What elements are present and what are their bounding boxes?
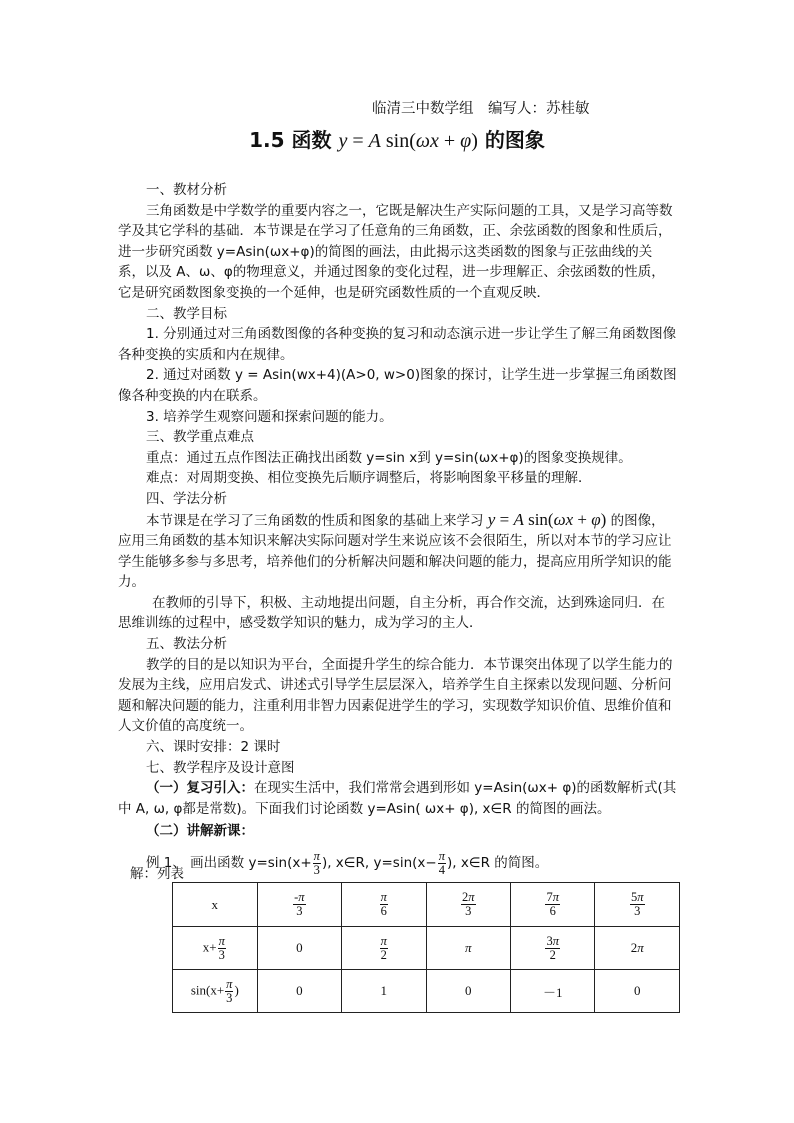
goal-item-2: 2. 通过对函数 y = Asin(wx+4)(A>0, w>0)图象的探讨，让学生进一步掌握三角函数图像各种变换的内在联系。 [118,367,677,404]
table-cell: $\frac{\pi}{6}$ [342,883,426,927]
example-1: 例 1、 画出函数 y=sin(x+ $\frac{\pi}{3}$ ), x∈R, y=sin(x− $\frac{\pi}{4}$ ), x∈R 的简图。 [146,848,549,877]
new-lesson-label: （二）讲解新课： [146,823,254,840]
value-table [172,882,680,1013]
table-cell: $\frac{\pi}{2}$ [342,927,426,970]
table-row-header: x [173,883,258,927]
paragraph-teaching-method: 教学的目的是以知识为平台，全面提升学生的综合能力．本节课突出体现了以学生能力的发展为主线，应用启发式、讲述式引导学生层层深入，培养学生自主探索以发现问题、分析问题和解决问题的能力，注重利用非智力因素促进学生的学习，实现数学知识价值、思维价值和人文价值的高度统一。 [118,656,673,735]
table-cell: －1 [511,970,595,1013]
review-intro [118,778,678,819]
table-row-header: x+ $\frac{\pi}{3}$ [173,927,258,970]
section-heading-5: 五、教法分析 [146,636,227,653]
fraction-pi-over-4: $\frac{\pi}{4}$ [438,848,445,877]
page-title [0,124,794,153]
table-cell: $\frac{3\pi}{2}$ [511,927,595,970]
review-text: 在现实生活中，我们常常会遇到形如 y=Asin(ωx+ φ)的函数解析式(其中 A, ω, φ都是常数)。下面我们讨论函数 y=Asin( ωx+ φ), x∈R 的简图的画法。 [118,780,677,817]
document-body [118,180,678,878]
table-cell: 2π [595,927,680,970]
paragraph-textbook-analysis: 三角函数是中学数学的重要内容之一，它既是解决生产实际问题的工具，又是学习高等数学及其它学科的基础．本节课是在学习了任意角的三角函数，正、余弦函数的图象和性质后，进一步研究函数 y=Asin(ωx+φ)的简图的画法，由此揭示这类函数的图象与正弦曲线的关系，以及 A、ω、φ的物理意义，并通过图象的变化过程，进一步理解正、余弦函数的性质，它是研究函数图象变换的一个延伸，也是研究函数性质的一个直观反映． [118,202,673,301]
paragraph-teacher-guidance: 在教师的引导下，积极、主动地提出问题，自主分析，再合作交流，达到殊途同归．在思维训练的过程中，感受数学知识的魅力，成为学习的主人． [118,594,665,632]
review-label: （一）复习引入： [146,780,254,797]
table-row [173,970,680,1013]
section-heading-4: 四、学法分析 [146,490,227,507]
section-heading-2: 二、教学目标 [146,305,227,322]
table-cell: 1 [342,970,426,1013]
title-suffix: 的图象 [477,128,545,152]
section-heading-3: 三、教学重点难点 [146,429,254,446]
title-prefix: 1.5 函数 [249,128,339,152]
table-cell: 0 [426,970,510,1013]
section-heading-6: 六、课时安排：2 课时 [146,739,281,756]
table-cell: $\frac{5\pi}{3}$ [595,883,680,927]
table-cell: $\frac{7\pi}{6}$ [511,883,595,927]
table-cell: 0 [257,970,341,1013]
fraction-pi-over-3: $\frac{\pi}{3}$ [313,848,320,877]
table-cell: $\frac{-\pi}{3}$ [257,883,341,927]
table-cell: 0 [257,927,341,970]
table-row-header: sin(x+ $\frac{\pi}{3}$ ) [173,970,258,1013]
goal-item-3: 3. 培养学生观察问题和探索问题的能力。 [146,408,393,425]
key-point: 重点：通过五点作图法正确找出函数 y=sin x到 y=sin(ωx+φ)的图象变换规律。 [146,449,632,466]
paragraph-learning-analysis: 本节课是在学习了三角函数的性质和图象的基础上来学习 y = A sin(ωx + φ) 的图像，应用三角函数的基本知识来解决实际问题对学生来说应该不会很陌生，所以对本节的学习应让学生能够多参与多思考，培养他们的分析解决问题和解决问题的能力，提高应用所学知识的能力。 [118,509,672,591]
difficult-point: 难点：对周期变换、相位变换先后顺序调整后，将影响图象平移量的理解． [146,470,592,487]
document-header: 临清三中数学组 编写人：苏桂敏 [372,101,590,117]
section-heading-1: 一、教材分析 [146,182,227,198]
table-cell: 0 [595,970,680,1013]
table-row [173,927,680,970]
goal-item-1: 1. 分别通过对三角函数图像的各种变换的复习和动态演示进一步让学生了解三角函数图像各种变换的实质和内在规律。 [118,326,677,363]
table-cell: π [426,927,510,970]
solution-label: 解：列表 [130,866,184,882]
inline-formula: y = A sin(ωx + φ) [487,509,607,529]
section-heading-7: 七、教学程序及设计意图 [146,759,295,776]
table-row [173,883,680,927]
title-formula: y = A sin(ωx + φ) [338,130,478,152]
table-cell: $\frac{2\pi}{3}$ [426,883,510,927]
